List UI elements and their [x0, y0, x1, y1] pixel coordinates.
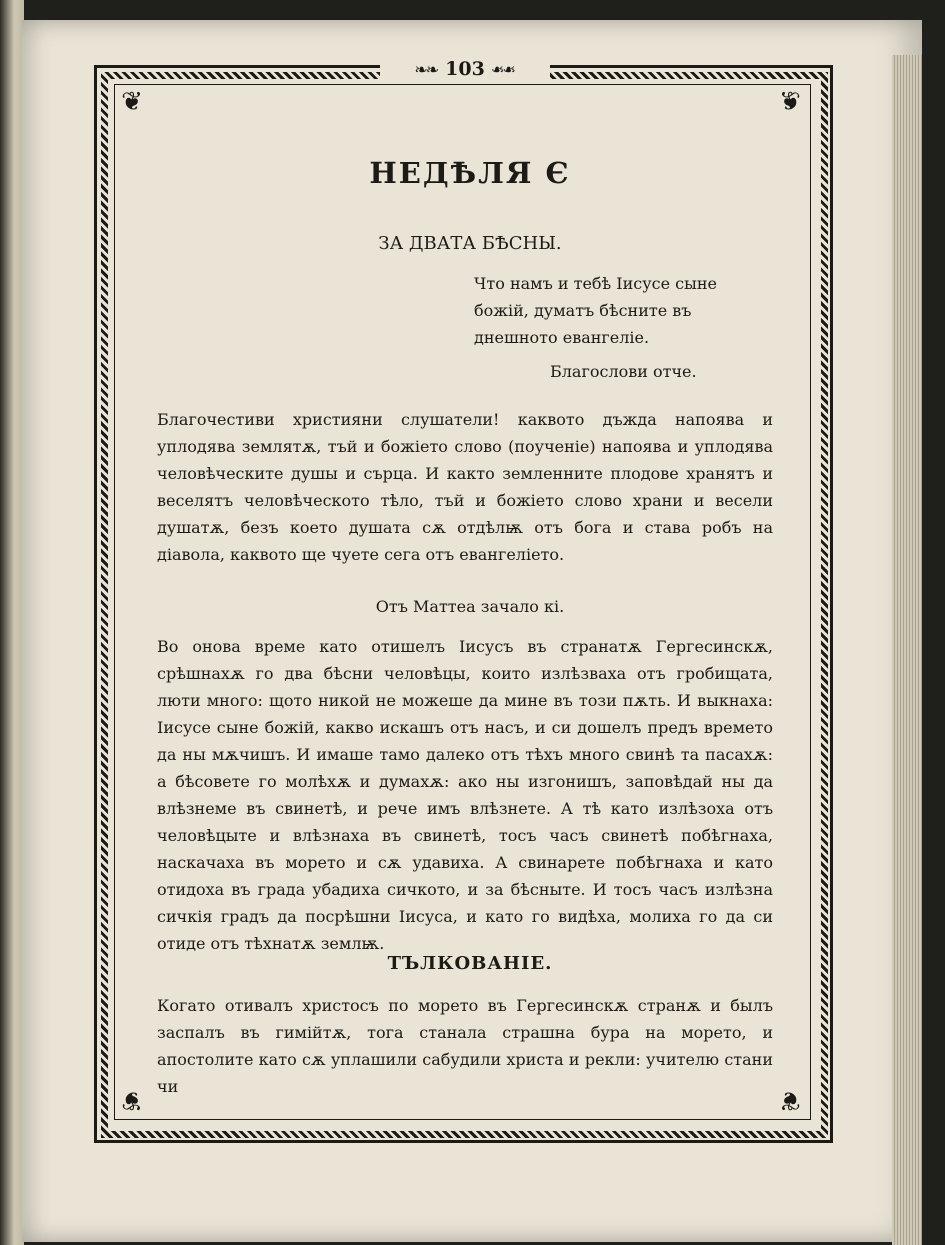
- page-title: НЕДѢЛЯ Є: [369, 156, 571, 190]
- page-stack-edge: [892, 55, 922, 1245]
- page-header: [380, 56, 550, 82]
- corner-ornament-icon: ❦: [121, 1085, 143, 1115]
- reading-title: Отъ Маттеа зачало кі.: [375, 597, 565, 616]
- gospel-paragraph: Во онова време като отишелъ Іисусъ въ странатѫ Гергесинскѫ, срѣшнахѫ го два бѣсни человѣцы, които излѣзваха отъ гробищата, люти много: щото никой не можеше да мине въ този пѫть. И выкнаха: Іисусе сыне божій, какво искашъ отъ насъ, и си дошелъ предъ времето да ны мѫчишъ. И имаше тамо далеко отъ тѣхъ много свинѣ та пасахѫ: а бѣсовете го молѣхѫ и думахѫ: ако ны изгонишъ, заповѣдай ны да влѣзнеме въ свинетѣ, и рече имъ влѣзнете. А тѣ като излѣзоха отъ человѣцыте и влѣзнаха въ свинетѣ, тосъ часъ свинетѣ побѣгнаха, наскачаха въ морето и сѫ удавиха. А свинарете побѣгнаха и като отидоха въ града убадиха сичкото, и за бѣсныте. И тосъ часъ излѣзна сичкія градъ да посрѣшни Іисуса, и като го видѣха, молиха го да си отиде отъ тѣхнатѫ землѭ.: [157, 637, 773, 953]
- laurel-sprig-icon: ❧❧: [414, 59, 438, 79]
- blessing-line: Благослови отче.: [550, 362, 697, 381]
- intro-paragraph: Благочестиви християни слушатели! каквото дъжда напоява и уплодява землятѫ, тъй и божіето слово (поученіе) напоява и уплодява человѣческите душы и сърца. И както земленните плодове хранятъ и веселятъ человѣческото тѣло, тъй и божіето слово храни и весели душатѫ, безъ което душата сѫ отдѣлѭ отъ бога и става робъ на діавола, каквото ще чуете сега отъ евангеліето.: [157, 410, 773, 564]
- corner-ornament-icon: ❦: [779, 1085, 801, 1115]
- laurel-sprig-icon: ❧❧: [492, 59, 516, 79]
- interpretation-paragraph: Когато отивалъ христосъ по морето въ Гергесинскѫ странѫ и былъ заспалъ въ гимійтѫ, тога станала страшна бура на морето, и апостолите като сѫ уплашили сабудили христа и рекли: учителю стани чи: [157, 996, 773, 1096]
- corner-ornament-icon: ❦: [779, 87, 801, 117]
- page-number: 103: [445, 58, 485, 80]
- sermon-subtitle: ЗА ДВАТА БѢСНЫ.: [378, 233, 562, 254]
- left-page-edge: [0, 0, 24, 1245]
- interpretation-title: ТЪЛКОВАНІЕ.: [387, 953, 553, 974]
- corner-ornament-icon: ❦: [121, 87, 143, 117]
- epigraph: Что намъ и тебѣ Іисусе сыне божій, думатъ бѣсните въ днешното евангеліе.: [474, 274, 717, 347]
